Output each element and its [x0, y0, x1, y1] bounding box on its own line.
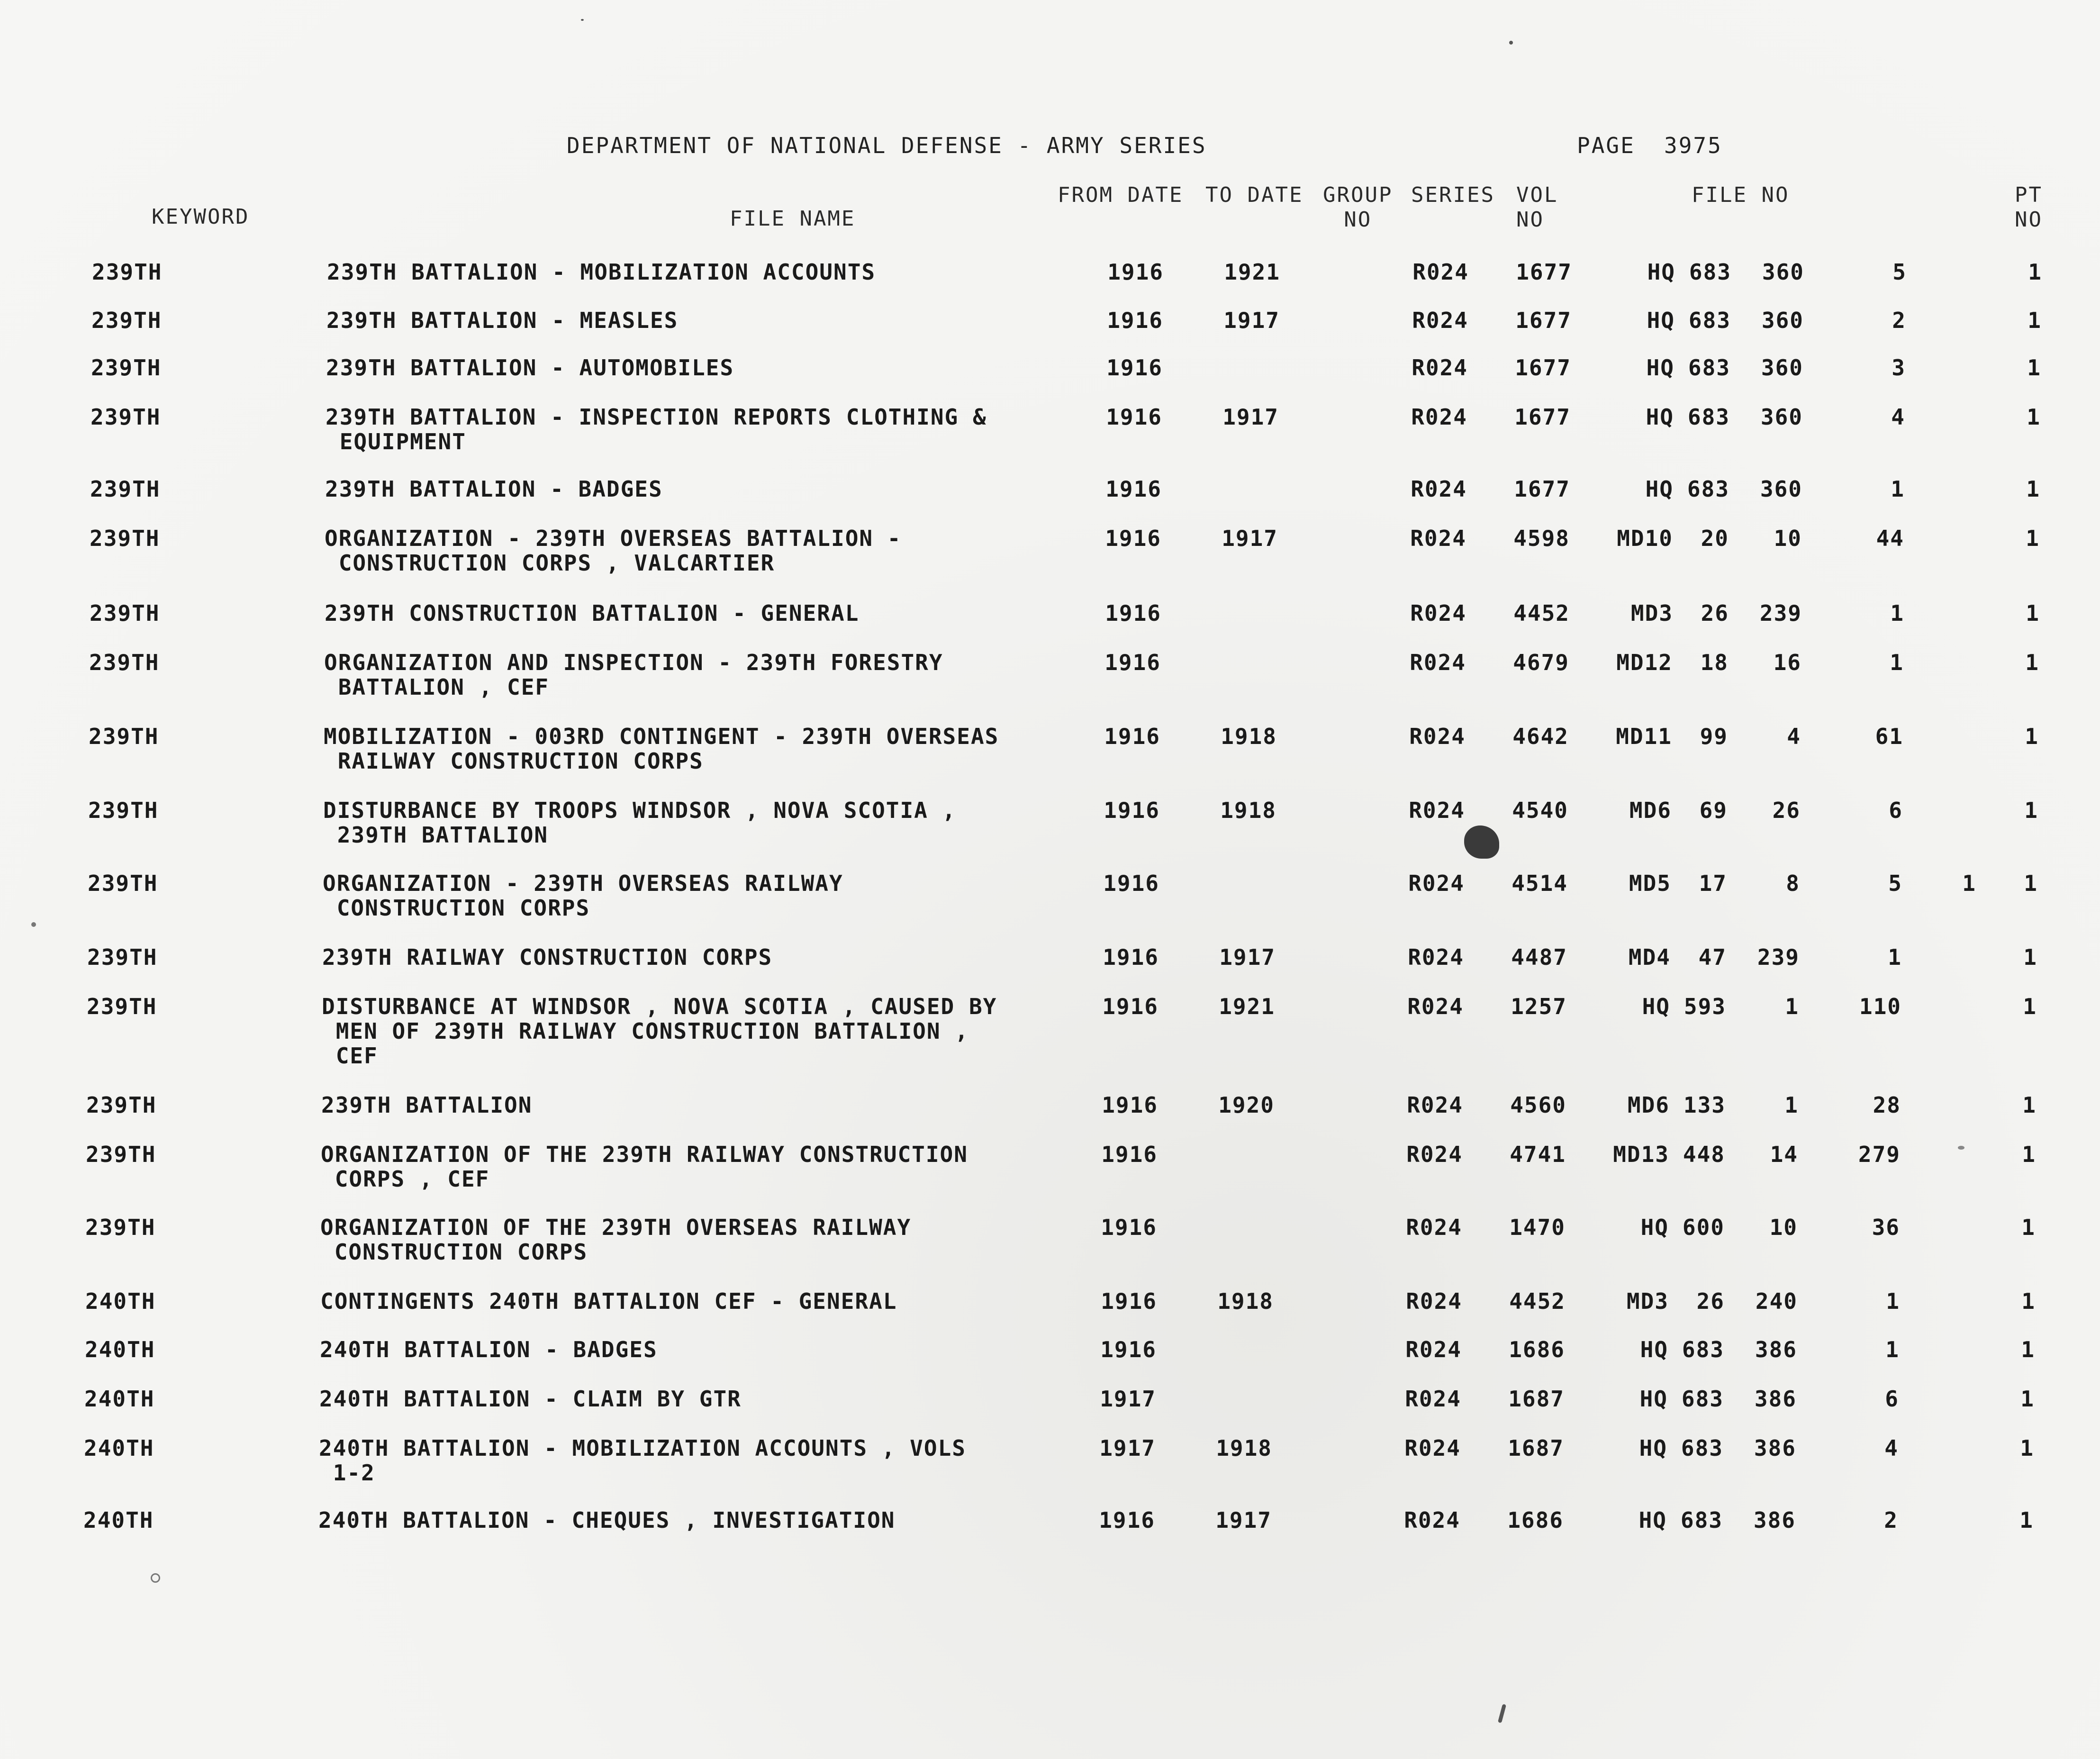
cell-pt-no: 1: [2025, 724, 2039, 749]
cell-file-no-part1: 448: [1683, 1142, 1725, 1167]
cell-vol-no: 1677: [1514, 404, 1571, 430]
cell-series: R024: [1409, 798, 1465, 823]
cell-file-no-part2: 386: [1754, 1435, 1796, 1461]
cell-file-no-office: MD11: [1616, 724, 1672, 749]
cell-file-no-part3: 2: [1892, 308, 1906, 333]
cell-file-no-part3: 1: [1891, 476, 1905, 502]
cell-file-name: ORGANIZATION - 239TH OVERSEAS BATTALION - CONSTRUCTION CORPS , VALCARTIER: [325, 526, 902, 576]
cell-pt-no: 1: [2023, 944, 2037, 970]
col-header-vol-no: VOL NO: [1516, 183, 1558, 232]
cell-file-name: ORGANIZATION OF THE 239TH RAILWAY CONSTRUCTION CORPS , CEF: [321, 1142, 968, 1192]
cell-from-date: 1916: [1101, 1215, 1157, 1240]
cell-to-date: 1918: [1221, 724, 1277, 749]
col-header-keyword: KEYWORD: [152, 205, 250, 229]
cell-file-name: 239TH BATTALION: [321, 1092, 533, 1118]
col-header-group-no: GROUP NO: [1323, 183, 1393, 232]
cell-file-name: CONTINGENTS 240TH BATTALION CEF - GENERAL: [320, 1288, 897, 1314]
cell-keyword: 240TH: [85, 1337, 155, 1362]
cell-series: R024: [1412, 355, 1468, 381]
cell-file-no-part3: 5: [1892, 259, 1907, 285]
scan-speck: [1509, 41, 1513, 45]
cell-file-no-office: HQ: [1647, 308, 1675, 333]
cell-keyword: 239TH: [90, 526, 160, 551]
cell-file-no-office: MD13: [1613, 1142, 1669, 1167]
page-number: 3975: [1664, 133, 1722, 158]
cell-to-date: 1917: [1222, 526, 1278, 551]
cell-series: R024: [1405, 1337, 1462, 1362]
cell-file-no-part1: 683: [1681, 1435, 1723, 1461]
cell-file-no-part3: 2: [1884, 1507, 1898, 1533]
cell-vol-no: 1686: [1509, 1337, 1565, 1362]
cell-file-no-part2: 8: [1786, 870, 1800, 896]
cell-vol-no: 1677: [1515, 308, 1572, 333]
cell-keyword: 239TH: [90, 476, 161, 502]
cell-vol-no: 4741: [1510, 1142, 1566, 1167]
cell-from-date: 1917: [1100, 1386, 1156, 1412]
col-header-to-date: TO DATE: [1205, 183, 1303, 207]
cell-pt-no: 1: [2026, 526, 2040, 551]
cell-file-no-part3: 36: [1872, 1215, 1900, 1240]
cell-pt-no: 1: [2024, 870, 2038, 896]
cell-from-date: 1917: [1099, 1435, 1156, 1461]
cell-vol-no: 1687: [1508, 1386, 1565, 1412]
cell-keyword: 240TH: [85, 1288, 156, 1314]
cell-file-no-part1: 593: [1684, 994, 1726, 1019]
cell-file-no-office: HQ: [1640, 1337, 1668, 1362]
cell-keyword: 239TH: [91, 308, 162, 333]
cell-file-no-part1: 26: [1696, 1288, 1725, 1314]
cell-keyword: 239TH: [89, 724, 159, 749]
cell-from-date: 1916: [1102, 994, 1159, 1019]
cell-keyword: 240TH: [84, 1435, 154, 1461]
cell-file-no-part2: 239: [1757, 944, 1800, 970]
cell-series: R024: [1407, 994, 1464, 1019]
cell-series: R024: [1407, 1092, 1463, 1118]
cell-file-no-part3: 110: [1859, 994, 1901, 1019]
cell-file-no-part2: 360: [1760, 404, 1803, 430]
cell-keyword: 239TH: [89, 650, 160, 675]
cell-file-no-office: HQ: [1647, 259, 1675, 285]
scan-speck: [1498, 1704, 1506, 1723]
cell-pt-no: 1: [2020, 1435, 2034, 1461]
cell-series: R024: [1404, 1435, 1461, 1461]
cell-file-no-part1: 47: [1698, 944, 1727, 970]
cell-series: R024: [1412, 308, 1468, 333]
cell-series: R024: [1408, 870, 1465, 896]
cell-from-date: 1916: [1103, 870, 1159, 896]
cell-series: R024: [1405, 1386, 1461, 1412]
col-header-from-date: FROM DATE: [1058, 183, 1184, 207]
cell-file-no-part2: 16: [1773, 650, 1801, 675]
cell-pt-no: 1: [2026, 600, 2040, 626]
cell-file-no-part1: 683: [1682, 1337, 1724, 1362]
cell-file-no-part1: 99: [1700, 724, 1728, 749]
cell-file-no-part3: 3: [1892, 355, 1906, 381]
cell-file-no-part2: 10: [1774, 526, 1802, 551]
cell-file-no-office: HQ: [1638, 1507, 1667, 1533]
scan-speck: [1958, 1146, 1964, 1150]
cell-file-no-office: HQ: [1639, 1435, 1667, 1461]
cell-pt-no: 1: [2027, 355, 2041, 381]
cell-file-no-part3: 4: [1884, 1435, 1899, 1461]
cell-to-date: 1921: [1219, 994, 1275, 1019]
cell-pt-no: 1: [2028, 259, 2042, 285]
cell-pt-no: 1: [2021, 1288, 2036, 1314]
cell-keyword: 239TH: [88, 870, 158, 896]
cell-to-date: 1917: [1223, 308, 1280, 333]
cell-file-no-office: MD6: [1629, 798, 1672, 823]
cell-file-no-part2: 386: [1754, 1386, 1797, 1412]
cell-pt-no: 1: [2024, 798, 2038, 823]
cell-vol-no: 1470: [1509, 1215, 1566, 1240]
cell-from-date: 1916: [1102, 1092, 1158, 1118]
scan-speck: [581, 19, 584, 21]
cell-file-no-part2: 240: [1755, 1288, 1798, 1314]
cell-vol-no: 4642: [1512, 724, 1569, 749]
cell-pt-no: 1: [2027, 404, 2041, 430]
cell-file-no-part3: 1: [1888, 944, 1902, 970]
cell-series: R024: [1412, 259, 1469, 285]
cell-vol-no: 4598: [1513, 526, 1570, 551]
cell-series: R024: [1410, 650, 1466, 675]
cell-vol-no: 1677: [1514, 476, 1570, 502]
cell-file-name: 240TH BATTALION - CLAIM BY GTR: [319, 1386, 742, 1412]
cell-pt-no: 1: [2020, 1386, 2035, 1412]
cell-from-date: 1916: [1106, 404, 1162, 430]
cell-series: R024: [1409, 724, 1466, 749]
cell-series: R024: [1410, 526, 1466, 551]
cell-file-name: 240TH BATTALION - CHEQUES , INVESTIGATION: [318, 1507, 896, 1533]
cell-file-no-part1: 683: [1687, 476, 1729, 502]
cell-file-no-part2: 10: [1769, 1215, 1798, 1240]
col-header-pt-no: PT NO: [2015, 183, 2043, 232]
cell-file-name: 239TH CONSTRUCTION BATTALION - GENERAL: [325, 600, 860, 626]
scan-speck: [151, 1573, 160, 1583]
cell-to-date: 1917: [1215, 1507, 1272, 1533]
cell-vol-no: 4487: [1511, 944, 1567, 970]
cell-keyword: 239TH: [85, 1215, 156, 1240]
cell-file-no-part1: 683: [1688, 355, 1730, 381]
cell-keyword: 239TH: [86, 1142, 156, 1167]
cell-file-no-part2: 4: [1787, 724, 1801, 749]
cell-keyword: 239TH: [88, 798, 159, 823]
cell-keyword: 239TH: [90, 600, 160, 626]
cell-from-date: 1916: [1100, 1337, 1157, 1362]
cell-file-no-office: MD6: [1627, 1092, 1670, 1118]
cell-keyword: 239TH: [87, 944, 158, 970]
cell-file-no-part2: 386: [1753, 1507, 1796, 1533]
cell-pt-no: 1: [2019, 1507, 2034, 1533]
cell-file-no-part1: 20: [1701, 526, 1729, 551]
cell-file-no-part3: 6: [1885, 1386, 1899, 1412]
cell-pt-no: 1: [2026, 476, 2040, 502]
cell-file-name: MOBILIZATION - 003RD CONTINGENT - 239TH OVERSEAS RAILWAY CONSTRUCTION CORPS: [324, 724, 999, 774]
cell-file-name: 239TH BATTALION - MOBILIZATION ACCOUNTS: [327, 259, 876, 285]
cell-file-no-office: MD3: [1626, 1288, 1669, 1314]
cell-file-no-part1: 600: [1682, 1215, 1725, 1240]
col-header-file-no: FILE NO: [1692, 183, 1790, 207]
cell-file-no-part3: 279: [1858, 1142, 1901, 1167]
cell-series: R024: [1411, 476, 1467, 502]
cell-file-no-part3: 4: [1891, 404, 1905, 430]
cell-file-no-part2: 360: [1761, 308, 1804, 333]
cell-file-no-part3: 61: [1875, 724, 1903, 749]
cell-file-no-office: MD3: [1630, 600, 1673, 626]
page-label: PAGE: [1577, 133, 1635, 158]
cell-pt-no: 1: [2025, 650, 2039, 675]
cell-from-date: 1916: [1107, 259, 1164, 285]
cell-series: R024: [1404, 1507, 1460, 1533]
cell-file-no-part3: 1: [1890, 600, 1904, 626]
cell-file-name: 240TH BATTALION - BADGES: [320, 1337, 658, 1362]
cell-to-date: 1917: [1222, 404, 1279, 430]
cell-file-name: 239TH BATTALION - AUTOMOBILES: [326, 355, 734, 381]
cell-pt-no: 1: [2021, 1215, 2036, 1240]
cell-keyword: 240TH: [83, 1507, 154, 1533]
cell-pt-no: 1: [2023, 994, 2037, 1019]
cell-file-no-part1: 18: [1700, 650, 1729, 675]
cell-keyword: 240TH: [84, 1386, 155, 1412]
col-header-file-name: FILE NAME: [730, 207, 856, 231]
cell-file-no-office: HQ: [1646, 404, 1674, 430]
cell-file-no-office: MD12: [1616, 650, 1673, 675]
cell-vol-no: 1686: [1507, 1507, 1564, 1533]
cell-from-date: 1916: [1105, 526, 1161, 551]
cell-file-name: ORGANIZATION OF THE 239TH OVERSEAS RAILWAY CONSTRUCTION CORPS: [320, 1215, 912, 1265]
scan-speck: [31, 922, 36, 927]
cell-file-no-part2: 14: [1770, 1142, 1798, 1167]
cell-file-no-part2: 26: [1772, 798, 1801, 823]
cell-file-no-part3: 44: [1876, 526, 1904, 551]
cell-to-date: 1918: [1220, 798, 1276, 823]
cell-to-date: 1920: [1218, 1092, 1275, 1118]
cell-file-no-part3: 1: [1890, 650, 1904, 675]
cell-pt-no: 1: [2028, 308, 2042, 333]
cell-file-no-part1: 133: [1683, 1092, 1726, 1118]
cell-from-date: 1916: [1101, 1142, 1158, 1167]
cell-file-no-part1: 683: [1687, 404, 1730, 430]
cell-series: R024: [1410, 600, 1466, 626]
cell-file-no-office: HQ: [1639, 1386, 1668, 1412]
cell-from-date: 1916: [1104, 798, 1160, 823]
cell-vol-no: 4514: [1512, 870, 1568, 896]
cell-to-date: 1921: [1224, 259, 1280, 285]
cell-series: R024: [1408, 944, 1464, 970]
cell-file-no-part3: 1: [1886, 1288, 1900, 1314]
cell-file-no-part2: 1: [1785, 994, 1799, 1019]
cell-vol-no: 1677: [1516, 259, 1572, 285]
cell-file-no-part1: 17: [1699, 870, 1727, 896]
cell-vol-no: 4679: [1513, 650, 1569, 675]
cell-vol-no: 1687: [1508, 1435, 1564, 1461]
cell-file-no-part3: 5: [1888, 870, 1902, 896]
cell-keyword: 239TH: [91, 404, 161, 430]
cell-series: R024: [1406, 1142, 1463, 1167]
cell-vol-no: 4560: [1510, 1092, 1566, 1118]
cell-file-name: ORGANIZATION - 239TH OVERSEAS RAILWAY CONSTRUCTION CORPS: [323, 870, 843, 921]
cell-file-name: DISTURBANCE BY TROOPS WINDSOR , NOVA SCOTIA , 239TH BATTALION: [323, 798, 957, 848]
cell-file-name: 239TH BATTALION - INSPECTION REPORTS CLOTHING & EQUIPMENT: [326, 404, 987, 454]
cell-file-no-part2: 360: [1760, 476, 1802, 502]
cell-file-name: 239TH RAILWAY CONSTRUCTION CORPS: [322, 944, 773, 970]
cell-pt-no: 1: [2022, 1092, 2037, 1118]
cell-file-no-office: HQ: [1646, 355, 1675, 381]
col-header-series: SERIES: [1411, 183, 1495, 207]
cell-to-date: 1917: [1219, 944, 1276, 970]
cell-vol-no: 4452: [1513, 600, 1570, 626]
cell-from-date: 1916: [1105, 476, 1162, 502]
cell-keyword: 239TH: [87, 994, 157, 1019]
cell-to-date: 1918: [1216, 1435, 1272, 1461]
cell-vol-no: 1677: [1515, 355, 1571, 381]
page-title: DEPARTMENT OF NATIONAL DEFENSE - ARMY SERIES: [567, 133, 1207, 158]
cell-from-date: 1916: [1099, 1507, 1155, 1533]
cell-file-no-office: HQ: [1645, 476, 1674, 502]
cell-from-date: 1916: [1104, 650, 1161, 675]
cell-file-no-part1: 69: [1699, 798, 1728, 823]
cell-file-name: DISTURBANCE AT WINDSOR , NOVA SCOTIA , CAUSED BY MEN OF 239TH RAILWAY CONSTRUCTION BATTALION , CEF: [322, 994, 997, 1069]
cell-file-name: 240TH BATTALION - MOBILIZATION ACCOUNTS , VOLS 1-2: [319, 1435, 966, 1486]
cell-file-no-part1: 683: [1680, 1507, 1723, 1533]
cell-from-date: 1916: [1103, 944, 1159, 970]
cell-file-no-part2: 1: [1784, 1092, 1799, 1118]
cell-vol-no: 4540: [1512, 798, 1568, 823]
cell-file-name: 239TH BATTALION - BADGES: [325, 476, 663, 502]
cell-from-date: 1916: [1107, 308, 1163, 333]
cell-from-date: 1916: [1106, 355, 1163, 381]
cell-pt-no: 1: [2022, 1142, 2036, 1167]
cell-file-no-part4: 1: [1962, 870, 1976, 896]
cell-file-no-part2: 360: [1762, 259, 1804, 285]
cell-file-name: 239TH BATTALION - MEASLES: [326, 308, 679, 333]
scan-speck: [1464, 825, 1499, 859]
cell-keyword: 239TH: [91, 355, 162, 381]
cell-file-no-office: HQ: [1640, 1215, 1669, 1240]
cell-file-name: ORGANIZATION AND INSPECTION - 239TH FORESTRY BATTALION , CEF: [324, 650, 943, 700]
cell-pt-no: 1: [2021, 1337, 2035, 1362]
cell-file-no-office: MD4: [1628, 944, 1671, 970]
cell-series: R024: [1406, 1288, 1462, 1314]
cell-keyword: 239TH: [86, 1092, 157, 1118]
cell-file-no-part2: 360: [1761, 355, 1803, 381]
cell-vol-no: 1257: [1511, 994, 1567, 1019]
cell-series: R024: [1411, 404, 1467, 430]
cell-series: R024: [1406, 1215, 1462, 1240]
cell-keyword: 239TH: [92, 259, 163, 285]
cell-from-date: 1916: [1105, 600, 1161, 626]
cell-file-no-part1: 683: [1688, 308, 1731, 333]
cell-file-no-part3: 1: [1885, 1337, 1900, 1362]
cell-vol-no: 4452: [1509, 1288, 1566, 1314]
cell-from-date: 1916: [1104, 724, 1160, 749]
cell-file-no-part1: 683: [1689, 259, 1731, 285]
cell-file-no-office: MD5: [1629, 870, 1671, 896]
cell-file-no-part3: 28: [1873, 1092, 1901, 1118]
cell-from-date: 1916: [1101, 1288, 1157, 1314]
cell-file-no-part2: 239: [1759, 600, 1802, 626]
cell-file-no-part3: 6: [1889, 798, 1903, 823]
cell-file-no-part1: 26: [1701, 600, 1729, 626]
cell-file-no-office: HQ: [1642, 994, 1670, 1019]
cell-file-no-office: MD10: [1617, 526, 1673, 551]
cell-file-no-part1: 683: [1681, 1386, 1724, 1412]
cell-file-no-part2: 386: [1755, 1337, 1797, 1362]
cell-to-date: 1918: [1217, 1288, 1274, 1314]
